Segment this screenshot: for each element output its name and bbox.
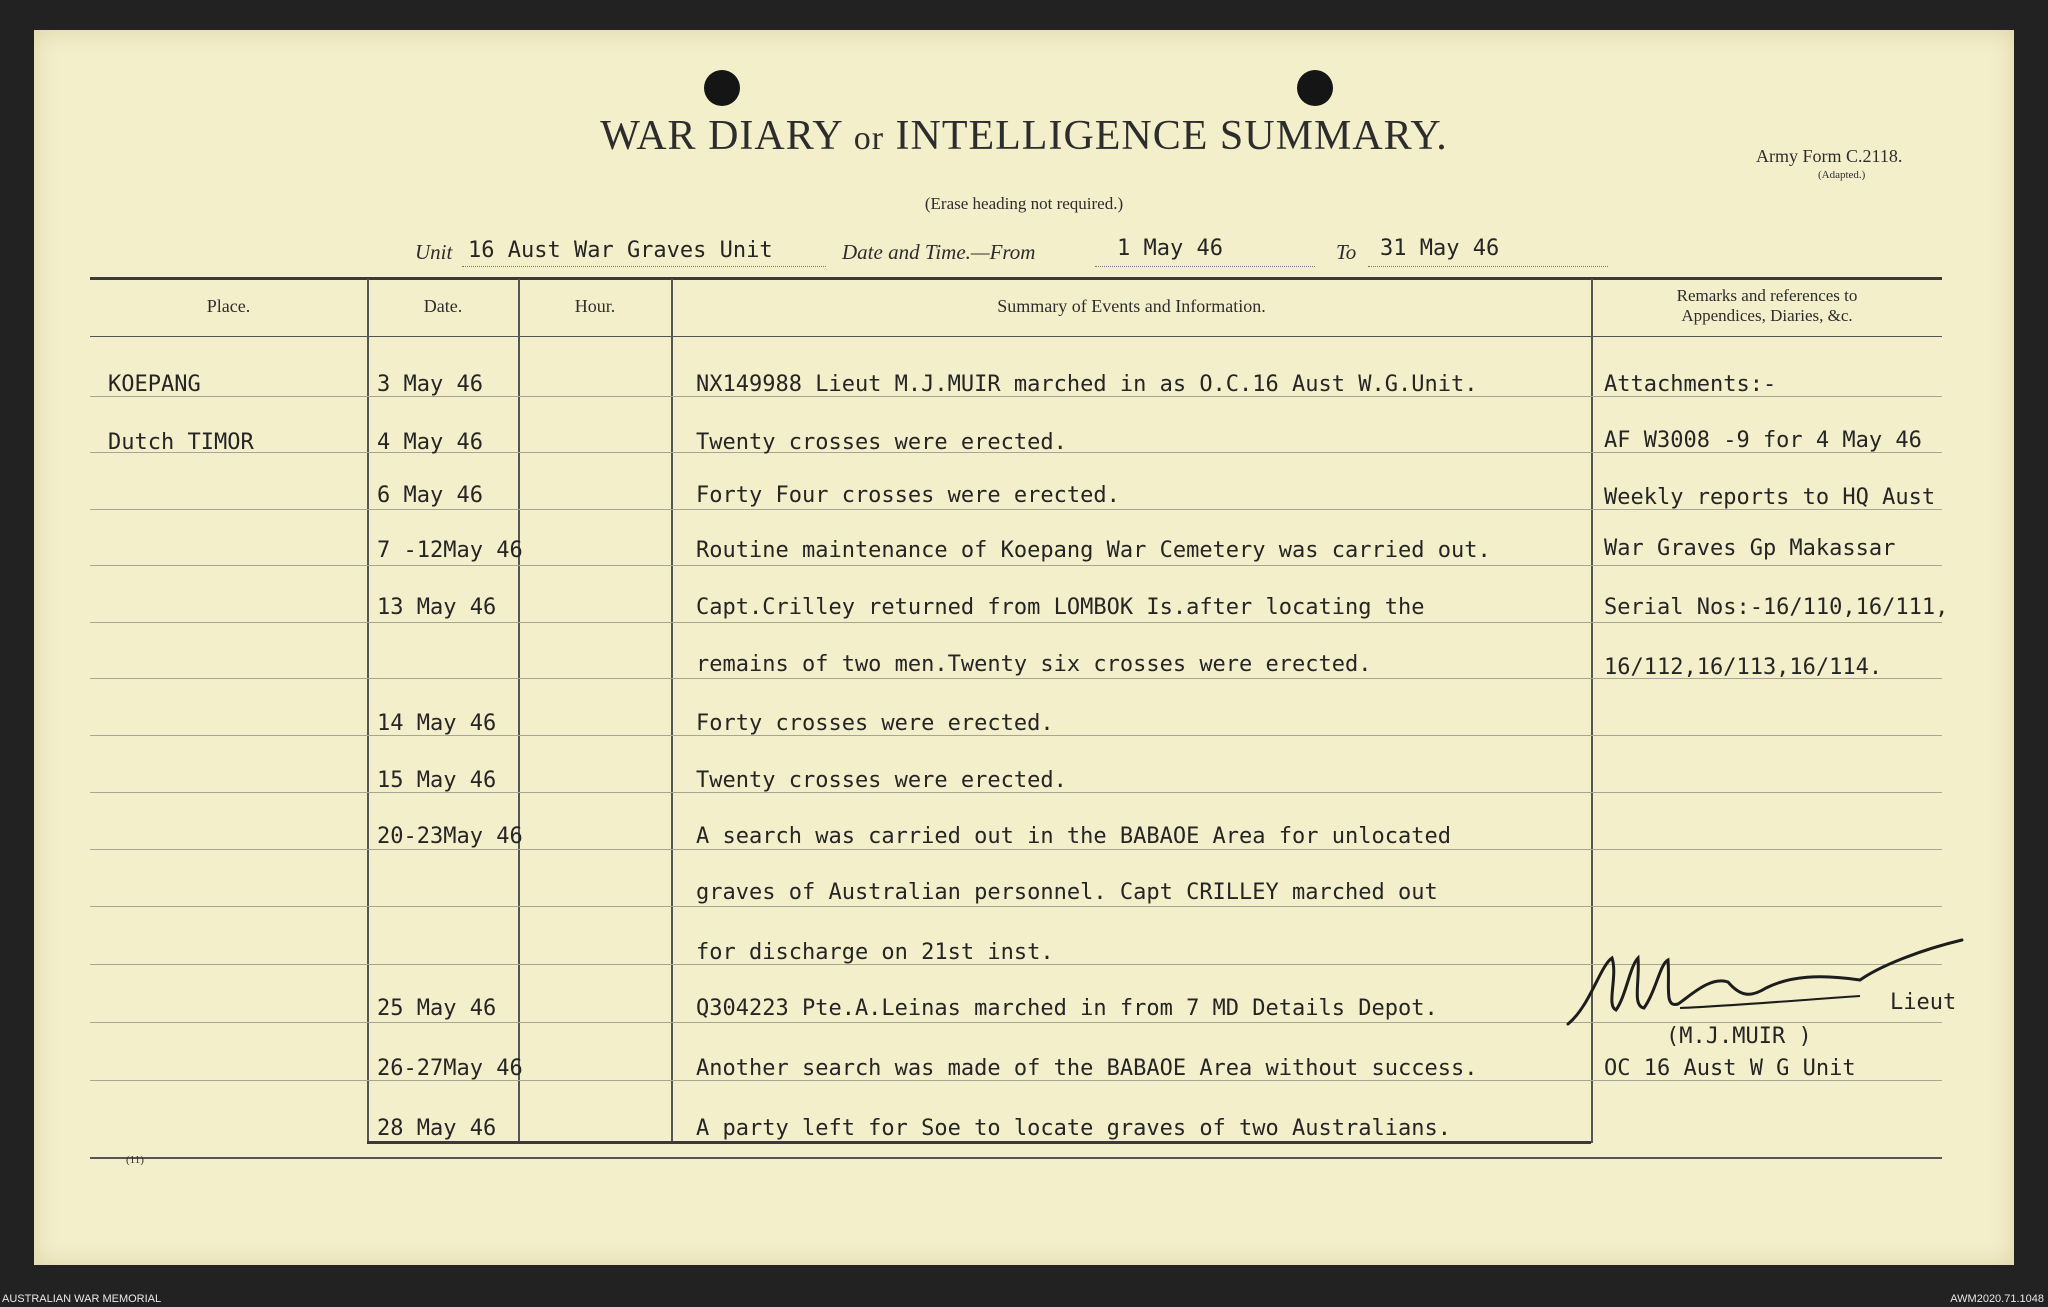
header-summary: Summary of Events and Information. <box>997 296 1266 316</box>
footer-credit: AUSTRALIAN WAR MEMORIAL <box>2 1293 162 1305</box>
unit-value: 16 Aust War Graves Unit <box>468 238 773 263</box>
entry-remarks: Serial Nos:-16/110,16/111, <box>1604 595 1949 620</box>
col-divider-hour <box>671 279 673 1143</box>
ruled-line <box>90 906 1942 907</box>
ruled-line <box>90 622 1942 623</box>
punch-hole-right <box>1297 70 1333 106</box>
entry-summary: graves of Australian personnel. Capt CRILLEY marched out <box>696 880 1438 905</box>
entry-summary: A search was carried out in the BABAOE Area for unlocated <box>696 824 1451 849</box>
ruled-line <box>90 849 1942 850</box>
col-divider-date <box>518 279 520 1143</box>
entry-date: 3 May 46 <box>377 372 483 397</box>
signature-rank: Lieut <box>1890 990 1957 1015</box>
entry-remarks: AF W3008 -9 for 4 May 46 <box>1604 428 1922 453</box>
page-title <box>0 112 2048 160</box>
entry-summary: NX149988 Lieut M.J.MUIR marched in as O.C.16 Aust W.G.Unit. <box>696 372 1478 397</box>
entry-date: 7 -12May 46 <box>377 538 523 563</box>
header-hour: Hour. <box>574 296 616 316</box>
entry-summary: Capt.Crilley returned from LOMBOK Is.after locating the <box>696 595 1425 620</box>
footer-accession-number: AWM2020.71.1048 <box>1950 1293 2044 1305</box>
from-underline <box>1095 266 1315 267</box>
title-part2: INTELLIGENCE SUMMARY. <box>895 113 1448 159</box>
signature-name: (M.J.MUIR ) <box>1666 1024 1812 1049</box>
header-remarks-line1: Remarks and references to <box>1676 286 1858 305</box>
unit-label: Unit <box>415 240 453 264</box>
entry-summary: for discharge on 21st inst. <box>696 940 1054 965</box>
header-remarks-line2: Appendices, Diaries, &c. <box>1681 306 1853 325</box>
entry-summary: Twenty crosses were erected. <box>696 768 1067 793</box>
entry-summary: A party left for Soe to locate graves of two Australians. <box>696 1116 1451 1141</box>
entry-date: 15 May 46 <box>377 768 497 793</box>
entry-place: KOEPANG <box>108 372 201 397</box>
entry-date: 13 May 46 <box>377 595 497 620</box>
entry-remarks: Attachments:- <box>1604 372 1777 397</box>
to-label: To <box>1336 240 1357 264</box>
entry-date: 26-27May 46 <box>377 1056 523 1081</box>
ruled-line <box>90 565 1942 566</box>
entry-date: 6 May 46 <box>377 483 483 508</box>
entry-summary: Twenty crosses were erected. <box>696 430 1067 455</box>
entry-summary: remains of two men.Twenty six crosses were erected. <box>696 652 1372 677</box>
entry-summary: Forty crosses were erected. <box>696 711 1054 736</box>
army-form-number: Army Form C.2118. <box>1756 146 1903 166</box>
entry-date: 28 May 46 <box>377 1116 497 1141</box>
punch-hole-left <box>704 70 740 106</box>
entry-summary: Another search was made of the BABAOE Area without success. <box>696 1056 1478 1081</box>
entry-date: 25 May 46 <box>377 996 497 1021</box>
unit-underline <box>462 266 826 267</box>
handwritten-signature <box>1560 936 1970 1036</box>
to-value: 31 May 46 <box>1380 236 1500 261</box>
date-time-label: Date and Time.—From <box>842 240 1036 264</box>
form-bottom-rule <box>90 1157 1942 1159</box>
army-form-note: (Adapted.) <box>1818 169 1866 181</box>
entry-summary: Forty Four crosses were erected. <box>696 483 1120 508</box>
signature-title: OC 16 Aust W G Unit <box>1604 1056 1856 1081</box>
entry-place: Dutch TIMOR <box>108 430 254 455</box>
entry-remarks: 16/112,16/113,16/114. <box>1604 655 1883 680</box>
entry-remarks: Weekly reports to HQ Aust <box>1604 485 1936 510</box>
col-divider-place <box>367 279 369 1143</box>
from-value: 1 May 46 <box>1117 236 1223 261</box>
entry-date: 4 May 46 <box>377 430 483 455</box>
entry-remarks: War Graves Gp Makassar <box>1604 536 1896 561</box>
title-part1: WAR DIARY <box>600 113 843 159</box>
table-bottom-rule <box>367 1141 1591 1144</box>
header-date: Date. <box>423 296 463 316</box>
entry-summary: Q304223 Pte.A.Leinas marched in from 7 MD Details Depot. <box>696 996 1438 1021</box>
entry-summary: Routine maintenance of Koepang War Cemetery was carried out. <box>696 538 1491 563</box>
form-number: (11) <box>126 1154 144 1166</box>
title-or: or <box>853 120 885 157</box>
entry-date: 14 May 46 <box>377 711 497 736</box>
to-underline <box>1368 266 1608 267</box>
page-subtitle: (Erase heading not required.) <box>924 194 1124 213</box>
entry-date: 20-23May 46 <box>377 824 523 849</box>
header-place: Place. <box>206 296 251 316</box>
